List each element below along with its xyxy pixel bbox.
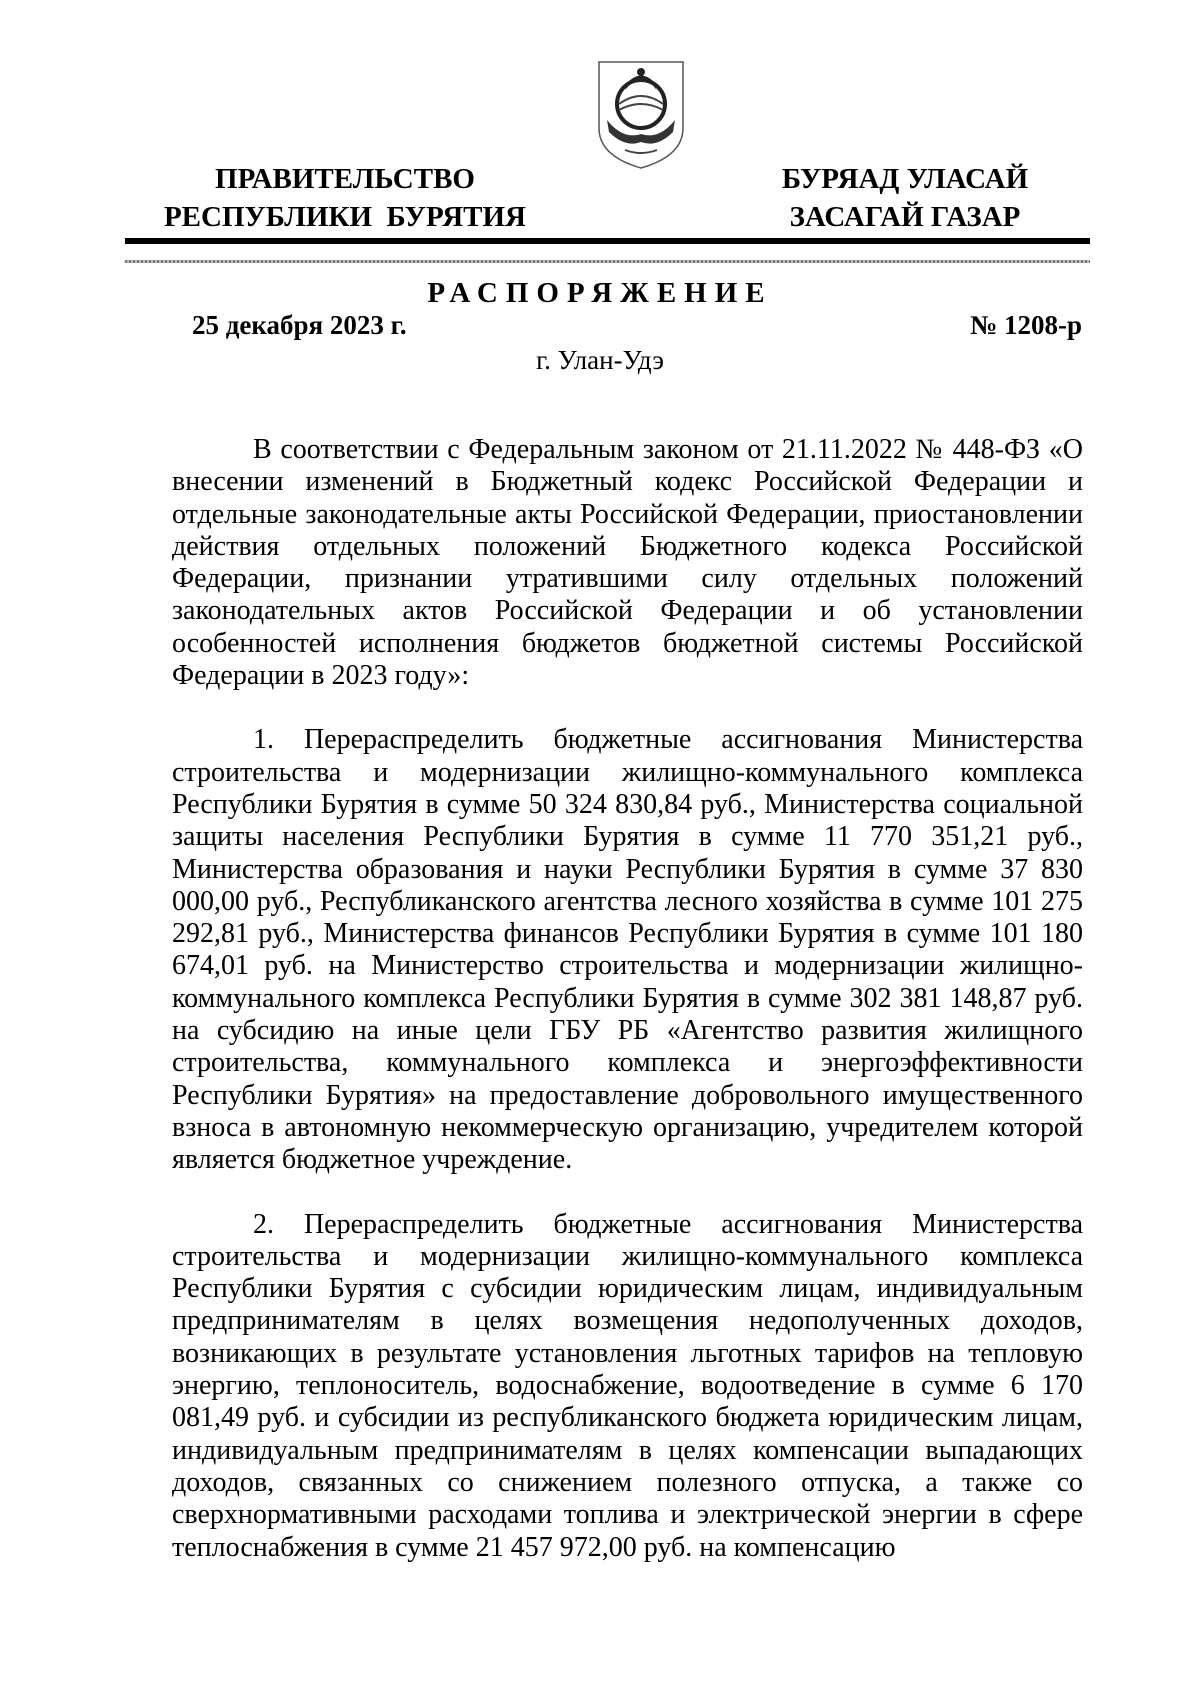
document-city: г. Улан-Удэ (536, 345, 664, 375)
header-right-line-2: ЗАСАГАЙ ГАЗАР (789, 201, 1021, 233)
government-name-russian (155, 160, 535, 236)
document-type: РАСПОРЯЖЕНИЕ (427, 277, 773, 309)
document-date: 25 декабря 2023 г. (192, 310, 407, 340)
item-1-paragraph: 1. Перераспределить бюджетные ассигнования Министерства строительства и модернизации жилищно-коммунального комплекса Республики Бурятия в сумме 50 324 830,84 руб., Министерства социальной защиты населения Республики Бурятия в сумме 11 770 351,21 руб., Министерства образования и науки Республики Бурятия в сумме 37 830 000,00 руб., Республиканского агентства лесного хозяйства в сумме 101 275 292,81 руб., Министерства финансов Республики Бурятия в сумме 101 180 674,01 руб. на Министерство строительства и модернизации жилищно-коммунального комплекса Республики Бурятия в сумме 302 381 148,87 руб. на субсидию на иные цели ГБУ РБ «Агентство развития жилищного строительства, коммунального комплекса и энергоэффективности Республики Бурятия» на предоставление добровольного имущественного взноса в автономную некоммерческую организацию, учредителем которой является бюджетное учреждение. (172, 724, 1083, 1176)
preamble-paragraph: В соответствии с Федеральным законом от 21.11.2022 № 448-ФЗ «О внесении изменений в Бюджетный кодекс Российской Федерации и отдельные законодательные акты Российской Федерации, приостановлении действия отдельных положений Бюджетного кодекса Российской Федерации, признании утратившими силу отдельных положений законодательных актов Российской Федерации и об установлении особенностей исполнения бюджетов бюджетной системы Российской Федерации в 2023 году»: (172, 434, 1083, 692)
document-body (172, 434, 1083, 1564)
header-right-line-1: БУРЯАД УЛАСАЙ (781, 163, 1029, 195)
header-divider-thin (125, 260, 1090, 263)
header-divider-thick (125, 238, 1090, 244)
item-2-paragraph: 2. Перераспределить бюджетные ассигнования Министерства строительства и модернизации жилищно-коммунального комплекса Республики Бурятия с субсидии юридическим лицам, индивидуальным предпринимателям в целях возмещения недополученных доходов, возникающих в результате установления льготных тарифов на тепловую энергию, теплоноситель, водоснабжение, водоотведение в сумме 6 170 081,49 руб. и субсидии из республиканского бюджета юридическим лицам, индивидуальным предпринимателям в целях компенсации выпадающих доходов, связанных со снижением полезного отпуска, а также со сверхнормативными расходами топлива и электрической энергии в сфере теплоснабжения в сумме 21 457 972,00 руб. на компенсацию (172, 1208, 1083, 1563)
coat-of-arms-icon (595, 58, 687, 170)
header-left-line-1: ПРАВИТЕЛЬСТВО (215, 163, 475, 195)
document-number: № 1208-р (970, 310, 1082, 340)
header-left-line-2: РЕСПУБЛИКИ БУРЯТИЯ (163, 201, 527, 233)
government-name-buryat (760, 160, 1050, 236)
